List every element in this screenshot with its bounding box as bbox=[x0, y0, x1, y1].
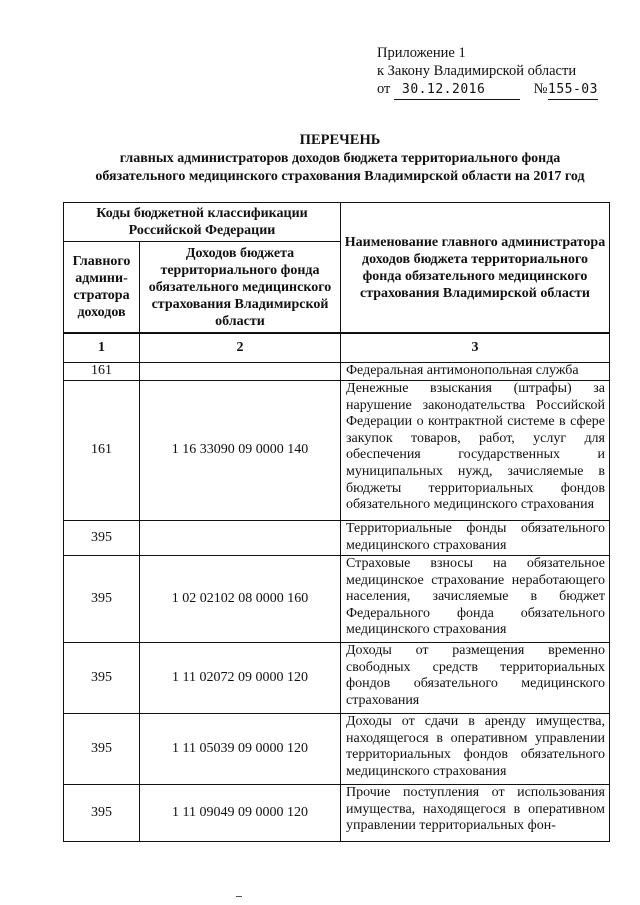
name-cell: Федеральная антимонопольная служба bbox=[341, 363, 610, 381]
admin-code-cell: 161 bbox=[64, 363, 140, 381]
name-cell: Территориальные фонды обязательного медицинского страхования bbox=[341, 521, 610, 556]
appendix-date-line bbox=[377, 80, 598, 100]
income-code-cell: 1 02 02102 08 0000 160 bbox=[140, 556, 341, 643]
header-col-name: Наименование главного администратора доходов бюджета территориального фонда обязательного медицинского страхования Владимирской области bbox=[341, 203, 610, 333]
admin-code-cell: 395 bbox=[64, 714, 140, 785]
date-prefix: от bbox=[377, 81, 391, 97]
appendix-line-2: к Закону Владимирской области bbox=[377, 63, 577, 79]
table-row bbox=[64, 785, 610, 842]
document-title: ПЕРЕЧЕНЬ bbox=[299, 132, 381, 148]
income-code-cell bbox=[140, 521, 341, 556]
appendix-line-1: Приложение 1 bbox=[377, 45, 466, 61]
admin-code-cell: 395 bbox=[64, 643, 140, 714]
number-label: № bbox=[533, 81, 548, 97]
law-date: 30.12.2016 bbox=[394, 81, 520, 100]
name-cell: Доходы от сдачи в аренду имущества, находящегося в оперативном управлении территориальных фондов обязательного медицинского страхования bbox=[341, 714, 610, 785]
table-body bbox=[63, 333, 610, 842]
header-col-code: Доходов бюджета территориального фонда обязательного медицинского страхования Владимирской области bbox=[140, 242, 341, 333]
column-number-1: 1 bbox=[64, 334, 140, 363]
document-subtitle bbox=[60, 150, 620, 186]
admin-code-cell: 395 bbox=[64, 785, 140, 842]
header-group-codes: Коды бюджетной классификации Российской Федерации bbox=[64, 203, 341, 242]
page-mark bbox=[236, 896, 242, 897]
income-code-cell: 1 11 05039 09 0000 120 bbox=[140, 714, 341, 785]
name-cell: Доходы от размещения временно свободных средств территориальных фондов обязательного медицинского страхования bbox=[341, 643, 610, 714]
appendix-block bbox=[377, 44, 598, 100]
name-cell: Страховые взносы на обязательное медицинское страхование неработающего населения, зачисляемые в бюджет Федерального фонда обязательного медицинского страхования bbox=[341, 556, 610, 643]
name-cell: Денежные взыскания (штрафы) за нарушение законодательства Российской Федерации о контрактной системе в сфере закупок товаров, работ, услуг для обеспечения государственных и муниципальных нужд, зачисляемые в бюджеты территориальных фондов обязательного медицинского страхования bbox=[341, 381, 610, 521]
income-code-cell: 1 11 02072 09 0000 120 bbox=[140, 643, 341, 714]
name-cell bbox=[341, 785, 610, 842]
table-row bbox=[64, 363, 610, 381]
column-number-2: 2 bbox=[140, 334, 341, 363]
column-numbers-row bbox=[64, 334, 610, 363]
subtitle-line-2: обязательного медицинского страхования Владимирской области на 2017 год bbox=[95, 169, 585, 184]
income-code-cell bbox=[140, 363, 341, 381]
admin-code-cell: 161 bbox=[64, 381, 140, 521]
table-row bbox=[64, 643, 610, 714]
admin-code-cell: 395 bbox=[64, 521, 140, 556]
column-number-3: 3 bbox=[341, 334, 610, 363]
table-row bbox=[64, 381, 610, 521]
table-row bbox=[64, 521, 610, 556]
table-row bbox=[64, 714, 610, 785]
header-col-admin: Главного админи-стратора доходов bbox=[64, 242, 140, 333]
table-header bbox=[63, 202, 610, 333]
law-number: 155-03 bbox=[548, 81, 598, 100]
admin-code-cell: 395 bbox=[64, 556, 140, 643]
income-code-cell: 1 16 33090 09 0000 140 bbox=[140, 381, 341, 521]
table-row bbox=[64, 556, 610, 643]
name-cell-text: Прочие поступления от использования имущества, находящегося в оперативном управлении территориальных фон- bbox=[346, 785, 605, 834]
subtitle-line-1: главных администраторов доходов бюджета территориального фонда bbox=[119, 151, 561, 166]
income-code-cell: 1 11 09049 09 0000 120 bbox=[140, 785, 341, 842]
